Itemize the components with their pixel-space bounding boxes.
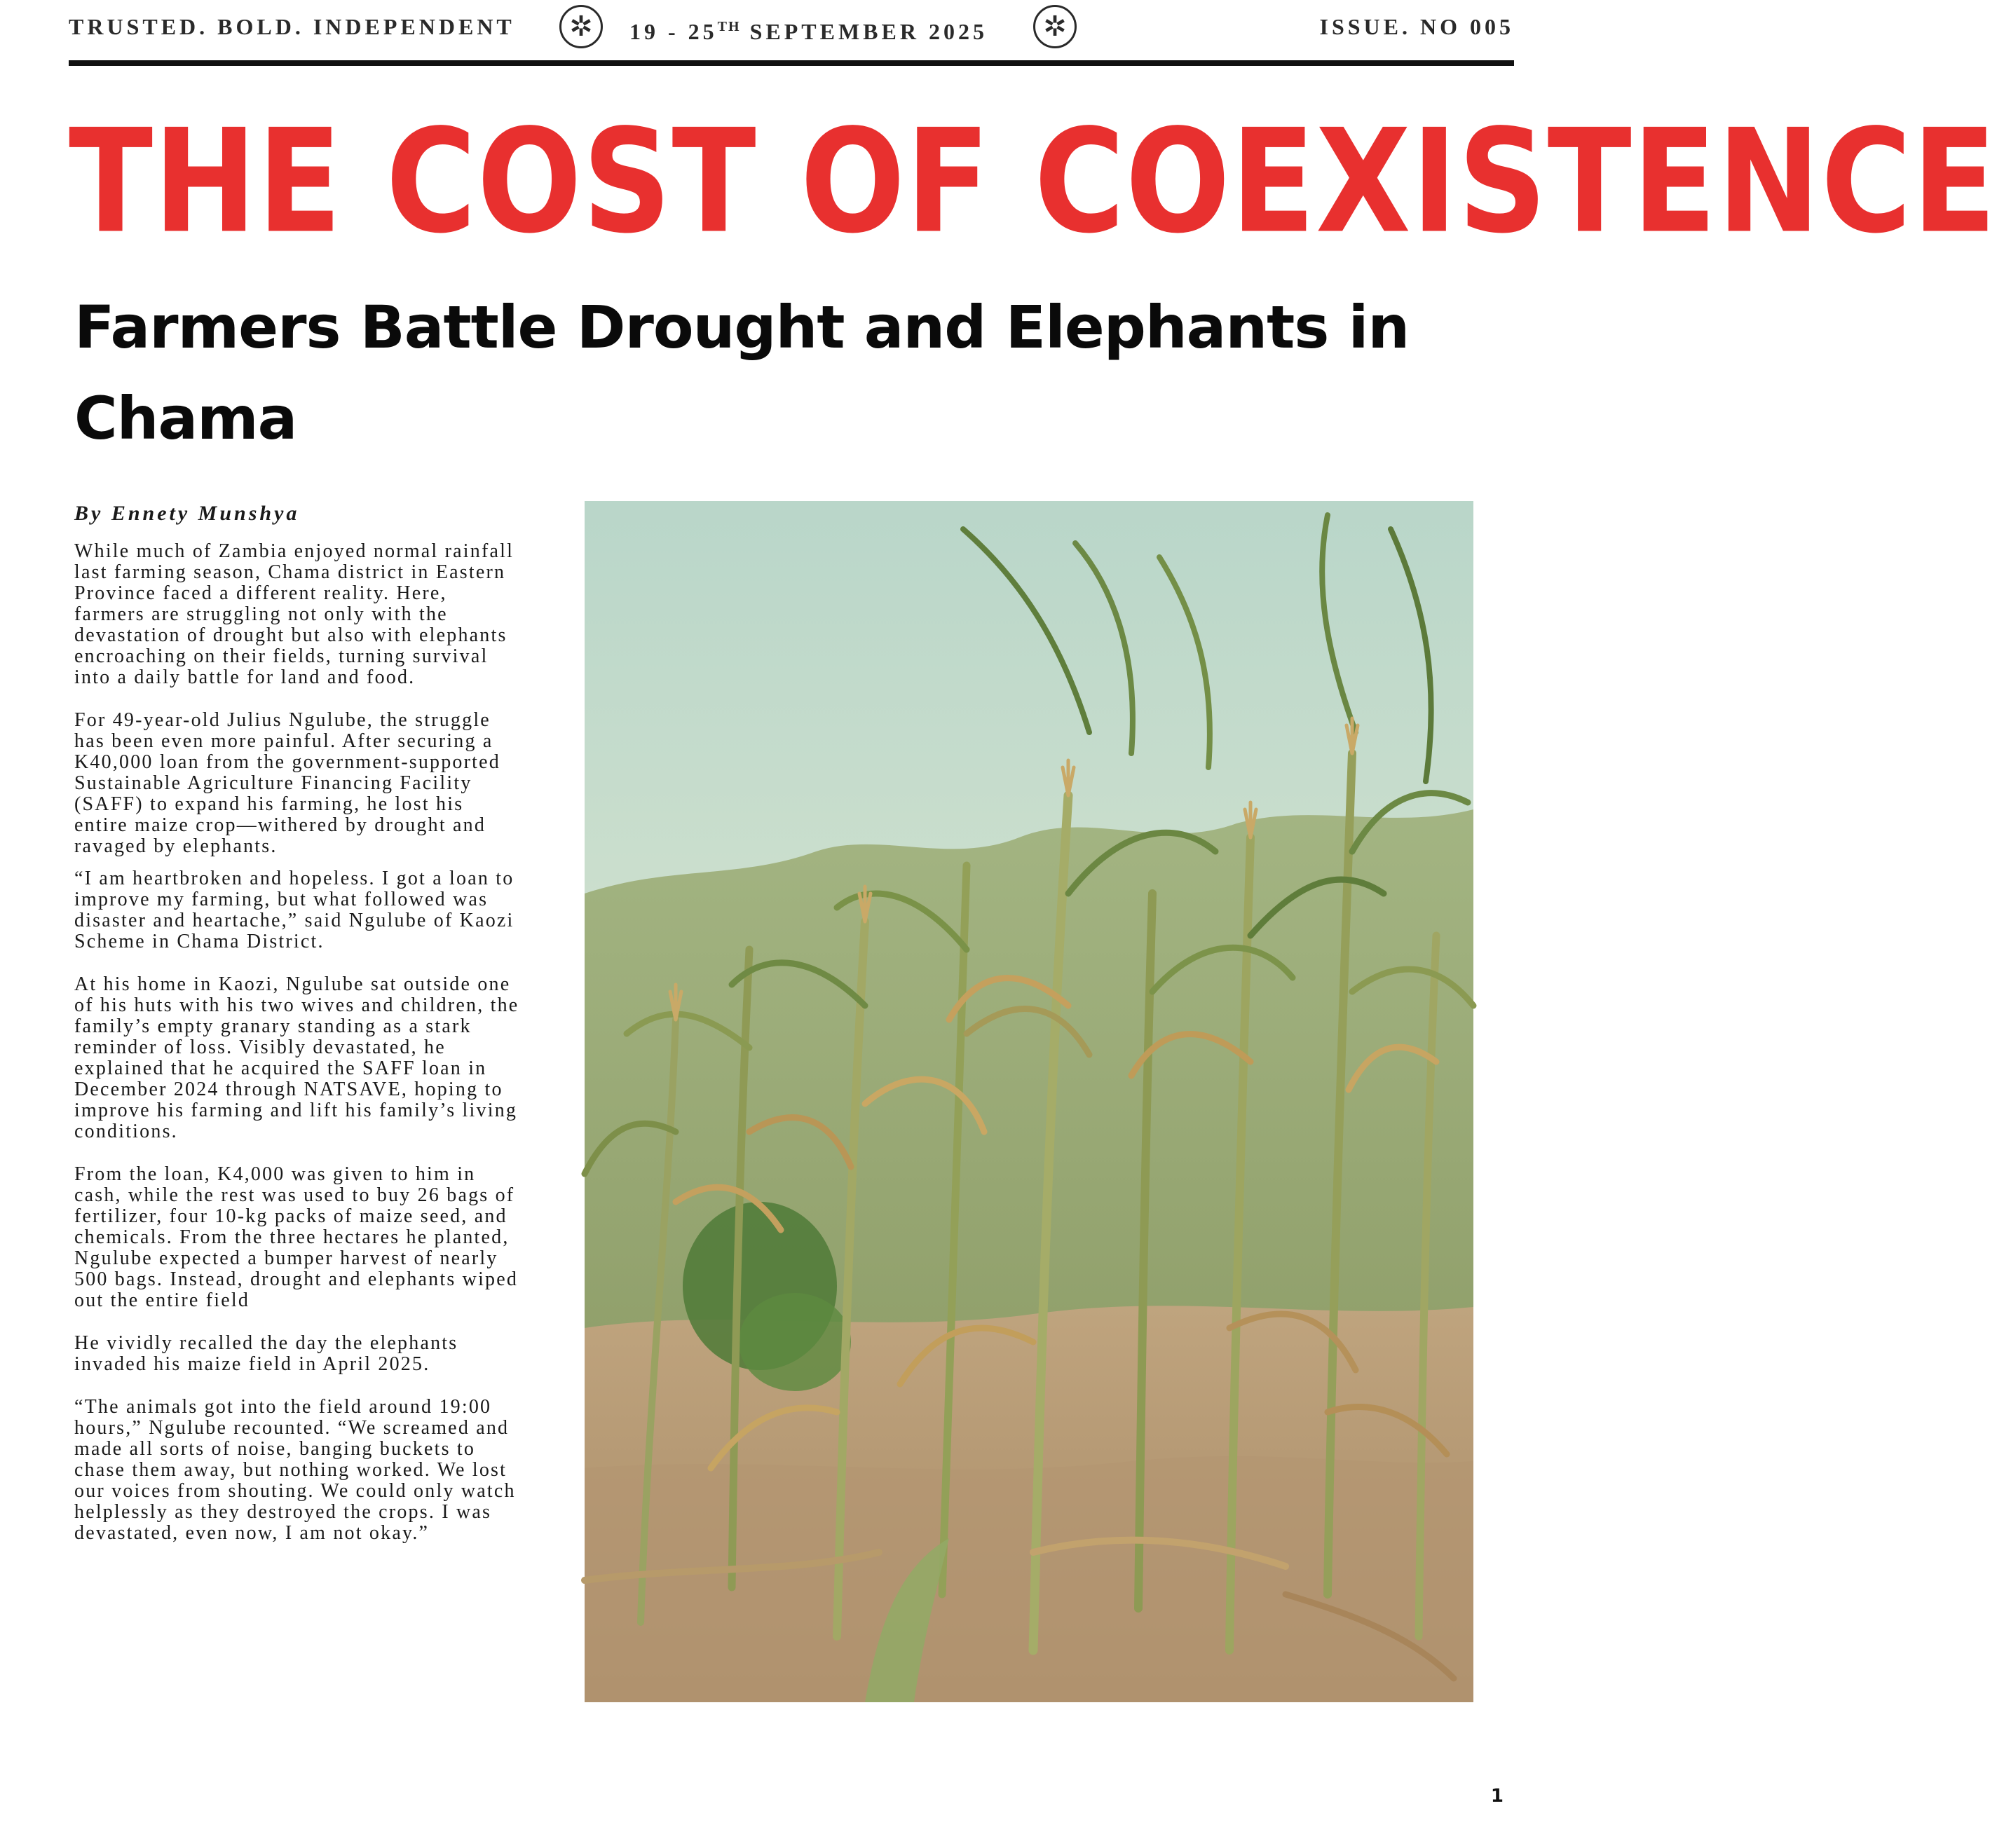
article-paragraph: “The animals got into the field around 19:00 hours,” Ngulube recounted. “We screamed and made all sorts of noise, banging buckets to chase them away, but nothing worked. We lost our voices from shouting. We could only watch helplessly as they destroyed the crops. I was devastated, even now, I am not okay.” <box>74 1396 516 1544</box>
article-paragraph: At his home in Kaozi, Ngulube sat outside one of his huts with his two wives and children, the family’s empty granary standing as a stark reminder of loss. Visibly devastated, he explained that he acquired the SAFF loan in December 2024 through NATSAVE, hoping to improve his farming and lift his family’s living conditions. <box>74 973 519 1142</box>
article-paragraph: While much of Zambia enjoyed normal rainfall last farming season, Chama district in Eastern Province faced a different reality. Here, farmers are struggling not only with the devastation of drought but also with elephants encroaching on their fields, turning survival into a daily battle for land and food. <box>74 540 514 688</box>
article-body <box>74 541 523 1566</box>
masthead <box>69 10 1514 43</box>
maize-field-illustration <box>585 501 1473 1702</box>
masthead-divider <box>69 60 1514 66</box>
article-paragraph: From the loan, K4,000 was given to him in cash, while the rest was used to buy 26 bags of fertilizer, four 10-kg packs of maize seed, and chemicals. From the three hectares he planted, Ngulube expected a bumper harvest of nearly 500 bags. Instead, drought and elephants wiped out the entire field <box>74 1163 519 1311</box>
masthead-tagline: TRUSTED. BOLD. INDEPENDENT <box>69 14 515 39</box>
article-paragraph: He vividly recalled the day the elephants invaded his maize field in April 2025. <box>74 1332 458 1375</box>
byline: By Ennety Munshya <box>74 502 300 525</box>
date-range: 19 - 25 <box>629 19 718 44</box>
asterisk-ornament-icon: ✲ <box>1033 5 1077 48</box>
article-paragraph: “I am heartbroken and hopeless. I got a loan to improve my farming, but what followed was disaster and heartache,” said Ngulube of Kaozi Scheme in Chama District. <box>74 868 514 952</box>
article-paragraph: For 49-year-old Julius Ngulube, the struggle has been even more painful. After securing a K40,000 loan from the government-supported Sustainable Agriculture Financing Facility (SAFF) to expand his farming, he lost his entire maize crop—withered by drought and ravaged by elephants. <box>74 709 500 857</box>
date-ordinal-suffix: TH <box>717 19 741 34</box>
article-subheadline: Farmers Battle Drought and Elephants in Chama <box>74 293 1410 453</box>
maize-field-photo <box>585 501 1473 1702</box>
date-month-year: SEPTEMBER 2025 <box>740 19 988 44</box>
page-headline: THE COST OF COEXISTENCE <box>69 98 1997 266</box>
masthead-date <box>629 10 988 48</box>
issue-number: ISSUE. NO 005 <box>1319 14 1514 39</box>
page-number: 1 <box>1490 1786 1504 1807</box>
asterisk-ornament-icon: ✲ <box>559 5 603 48</box>
